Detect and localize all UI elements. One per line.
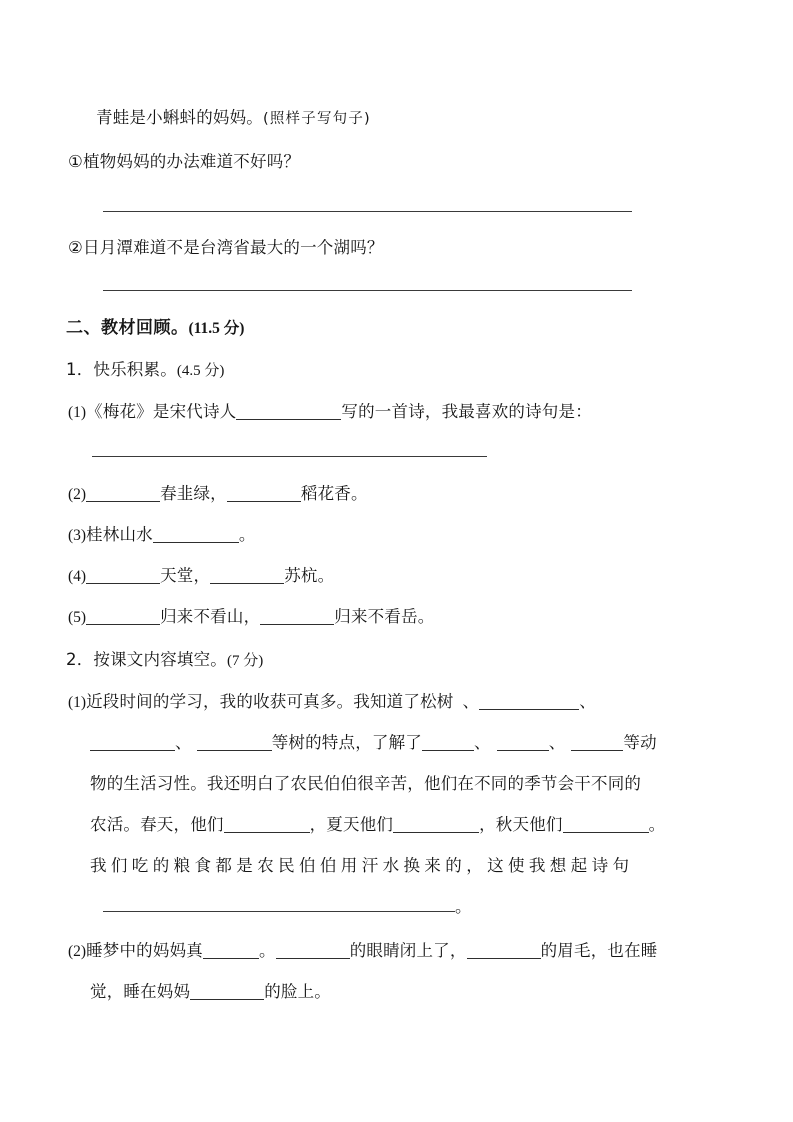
sub2-q1-line-5 [90,852,633,876]
blank-face-descriptor[interactable] [190,985,264,1000]
blank-tree-1[interactable] [479,695,579,710]
sub2-q1-line-3 [90,770,641,794]
rewrite-item-1 [68,148,300,172]
answer-rule-verse-recall[interactable] [103,911,455,912]
sub1-item-2-label: (2) [68,486,87,503]
subsection-2-heading [66,646,263,670]
sub2-q2-line-1 [68,937,658,961]
example-sentence-text: 青蛙是小蝌蚪的妈妈。 [96,108,263,127]
blank-5-second[interactable] [260,610,334,625]
section-two-heading [66,313,244,338]
blank-3-first[interactable] [153,528,239,543]
sub1-item-3-seg-a: 桂林山水 [86,525,153,544]
sub2-q2-line1-c: 的眼睛闭上了， [349,941,467,960]
sub2-q1-line4-d: 。 [648,815,666,834]
sub1-item-3-seg-b: 。 [238,525,256,544]
answer-rule-favorite-verse[interactable] [92,456,487,457]
blank-summer-work[interactable] [393,818,479,833]
sub2-q1-line-2 [90,729,657,753]
blank-2-second[interactable] [227,487,301,502]
sub2-q1-line2-e: 等动 [623,733,657,752]
sub2-q1-line2-c: 、 [474,733,491,752]
rewrite-item-1-text: 植物妈妈的办法难道不好吗？ [83,152,301,171]
blank-eyebrow-descriptor[interactable] [467,944,541,959]
sub1-item-2 [68,480,368,504]
sub2-q1-line2-a: 、 [175,733,192,752]
subsection-1-score: (4.5 分) [176,363,225,379]
sub2-q2-line1-d: 的眉毛，也在睡 [540,941,658,960]
sub2-q2-line2-a: 觉，睡在妈妈 [90,982,191,1001]
sub1-item-4-seg-a: 天堂， [160,566,211,585]
example-instruction: (照样子写句子) [263,111,371,127]
sub1-item-5-seg-a: 归来不看山， [160,607,261,626]
blank-tree-2[interactable] [90,736,175,751]
blank-eyes-descriptor[interactable] [276,944,350,959]
blank-animal-3[interactable] [571,736,623,751]
sub2-q2-line-2 [90,978,331,1002]
sub2-q2-line1-a: 睡梦中的妈妈真 [86,941,203,960]
blank-autumn-work[interactable] [563,818,649,833]
rewrite-item-2-text: 日月潭难道不是台湾省最大的一个湖吗？ [83,238,384,257]
sub2-q2-label: (2) [68,943,87,960]
sub2-q2-line2-b: 的脸上。 [264,982,332,1001]
sub2-q1-line4-b: ，夏天他们 [309,815,394,834]
sub1-item-1-part-a: 《梅花》是宋代诗人 [86,402,237,421]
sub2-q1-line4-c: ，秋天他们 [479,815,563,834]
blank-mother-adjective[interactable] [203,944,259,959]
sub2-q1-line3-text: 物的生活习性。我还明白了农民伯伯很辛苦，他们在不同的季节会干不同的 [90,774,642,793]
sub2-q1-line6-period: 。 [455,897,472,916]
subsection-2-title: 按课文内容填空。 [93,650,228,669]
sub1-item-1-label: (1) [68,404,87,421]
sub1-item-5-seg-b: 归来不看岳。 [334,607,435,626]
subsection-1-heading [66,356,224,380]
sub2-q1-line-4 [90,811,665,835]
subsection-1-title: 快乐积累。 [93,360,177,379]
sub1-item-2-seg-b: 稻花香。 [300,484,368,503]
sub1-item-5 [68,603,434,627]
rewrite-item-2-marker: ② [68,238,83,257]
sub1-item-3-label: (3) [68,527,87,544]
sub2-q1-line4-a: 农活。春天，他们 [90,815,224,834]
section-two-score: (11.5 分) [188,320,245,337]
sub2-q1-line1-b: 、 [462,692,480,711]
subsection-2-score: (7 分) [227,653,264,669]
subsection-1-number: 1． [66,360,94,379]
sub1-item-2-seg-a: 春韭绿， [160,484,227,503]
blank-animal-2[interactable] [497,736,549,751]
blank-animal-1[interactable] [422,736,474,751]
sub1-item-4 [68,562,334,586]
sub2-q2-line1-b: 。 [258,941,276,960]
example-sentence-row [96,104,371,128]
blank-5-first[interactable] [86,610,160,625]
sub2-q1-label: (1) [68,694,87,711]
blank-poet-name[interactable] [236,405,341,420]
sub1-item-1-part-b: 写的一首诗，我最喜欢的诗句是： [341,402,592,421]
blank-tree-3[interactable] [197,736,272,751]
sub2-q1-line5-text: 我们吃的粮食都是农民伯伯用汗水换来的，这使我想起诗句 [90,856,634,875]
section-two-heading-text: 二、教材回顾。 [66,318,189,338]
sub2-q1-line-1 [68,688,596,712]
sub1-item-5-label: (5) [68,609,87,626]
sub2-q1-line2-d: 、 [548,733,566,752]
answer-rule-rewrite-2[interactable] [103,290,632,291]
sub1-item-4-seg-b: 苏杭。 [284,566,335,585]
blank-4-second[interactable] [210,569,284,584]
sub2-q1-line1-c: 、 [579,692,596,711]
sub1-item-1 [68,398,592,422]
rewrite-item-1-marker: ① [68,152,83,171]
rewrite-item-2 [68,234,384,258]
sub1-item-4-label: (4) [68,568,87,585]
blank-spring-work[interactable] [224,818,310,833]
subsection-2-number: 2． [66,650,94,669]
blank-2-first[interactable] [86,487,160,502]
answer-rule-rewrite-1[interactable] [103,211,632,212]
sub2-q1-line2-b: 等树的特点，了解了 [271,733,423,752]
sub2-q1-line1-a: 近段时间的学习，我的收获可真多。我知道了松树 [86,692,454,711]
sub1-item-3 [68,521,256,545]
blank-4-first[interactable] [86,569,160,584]
